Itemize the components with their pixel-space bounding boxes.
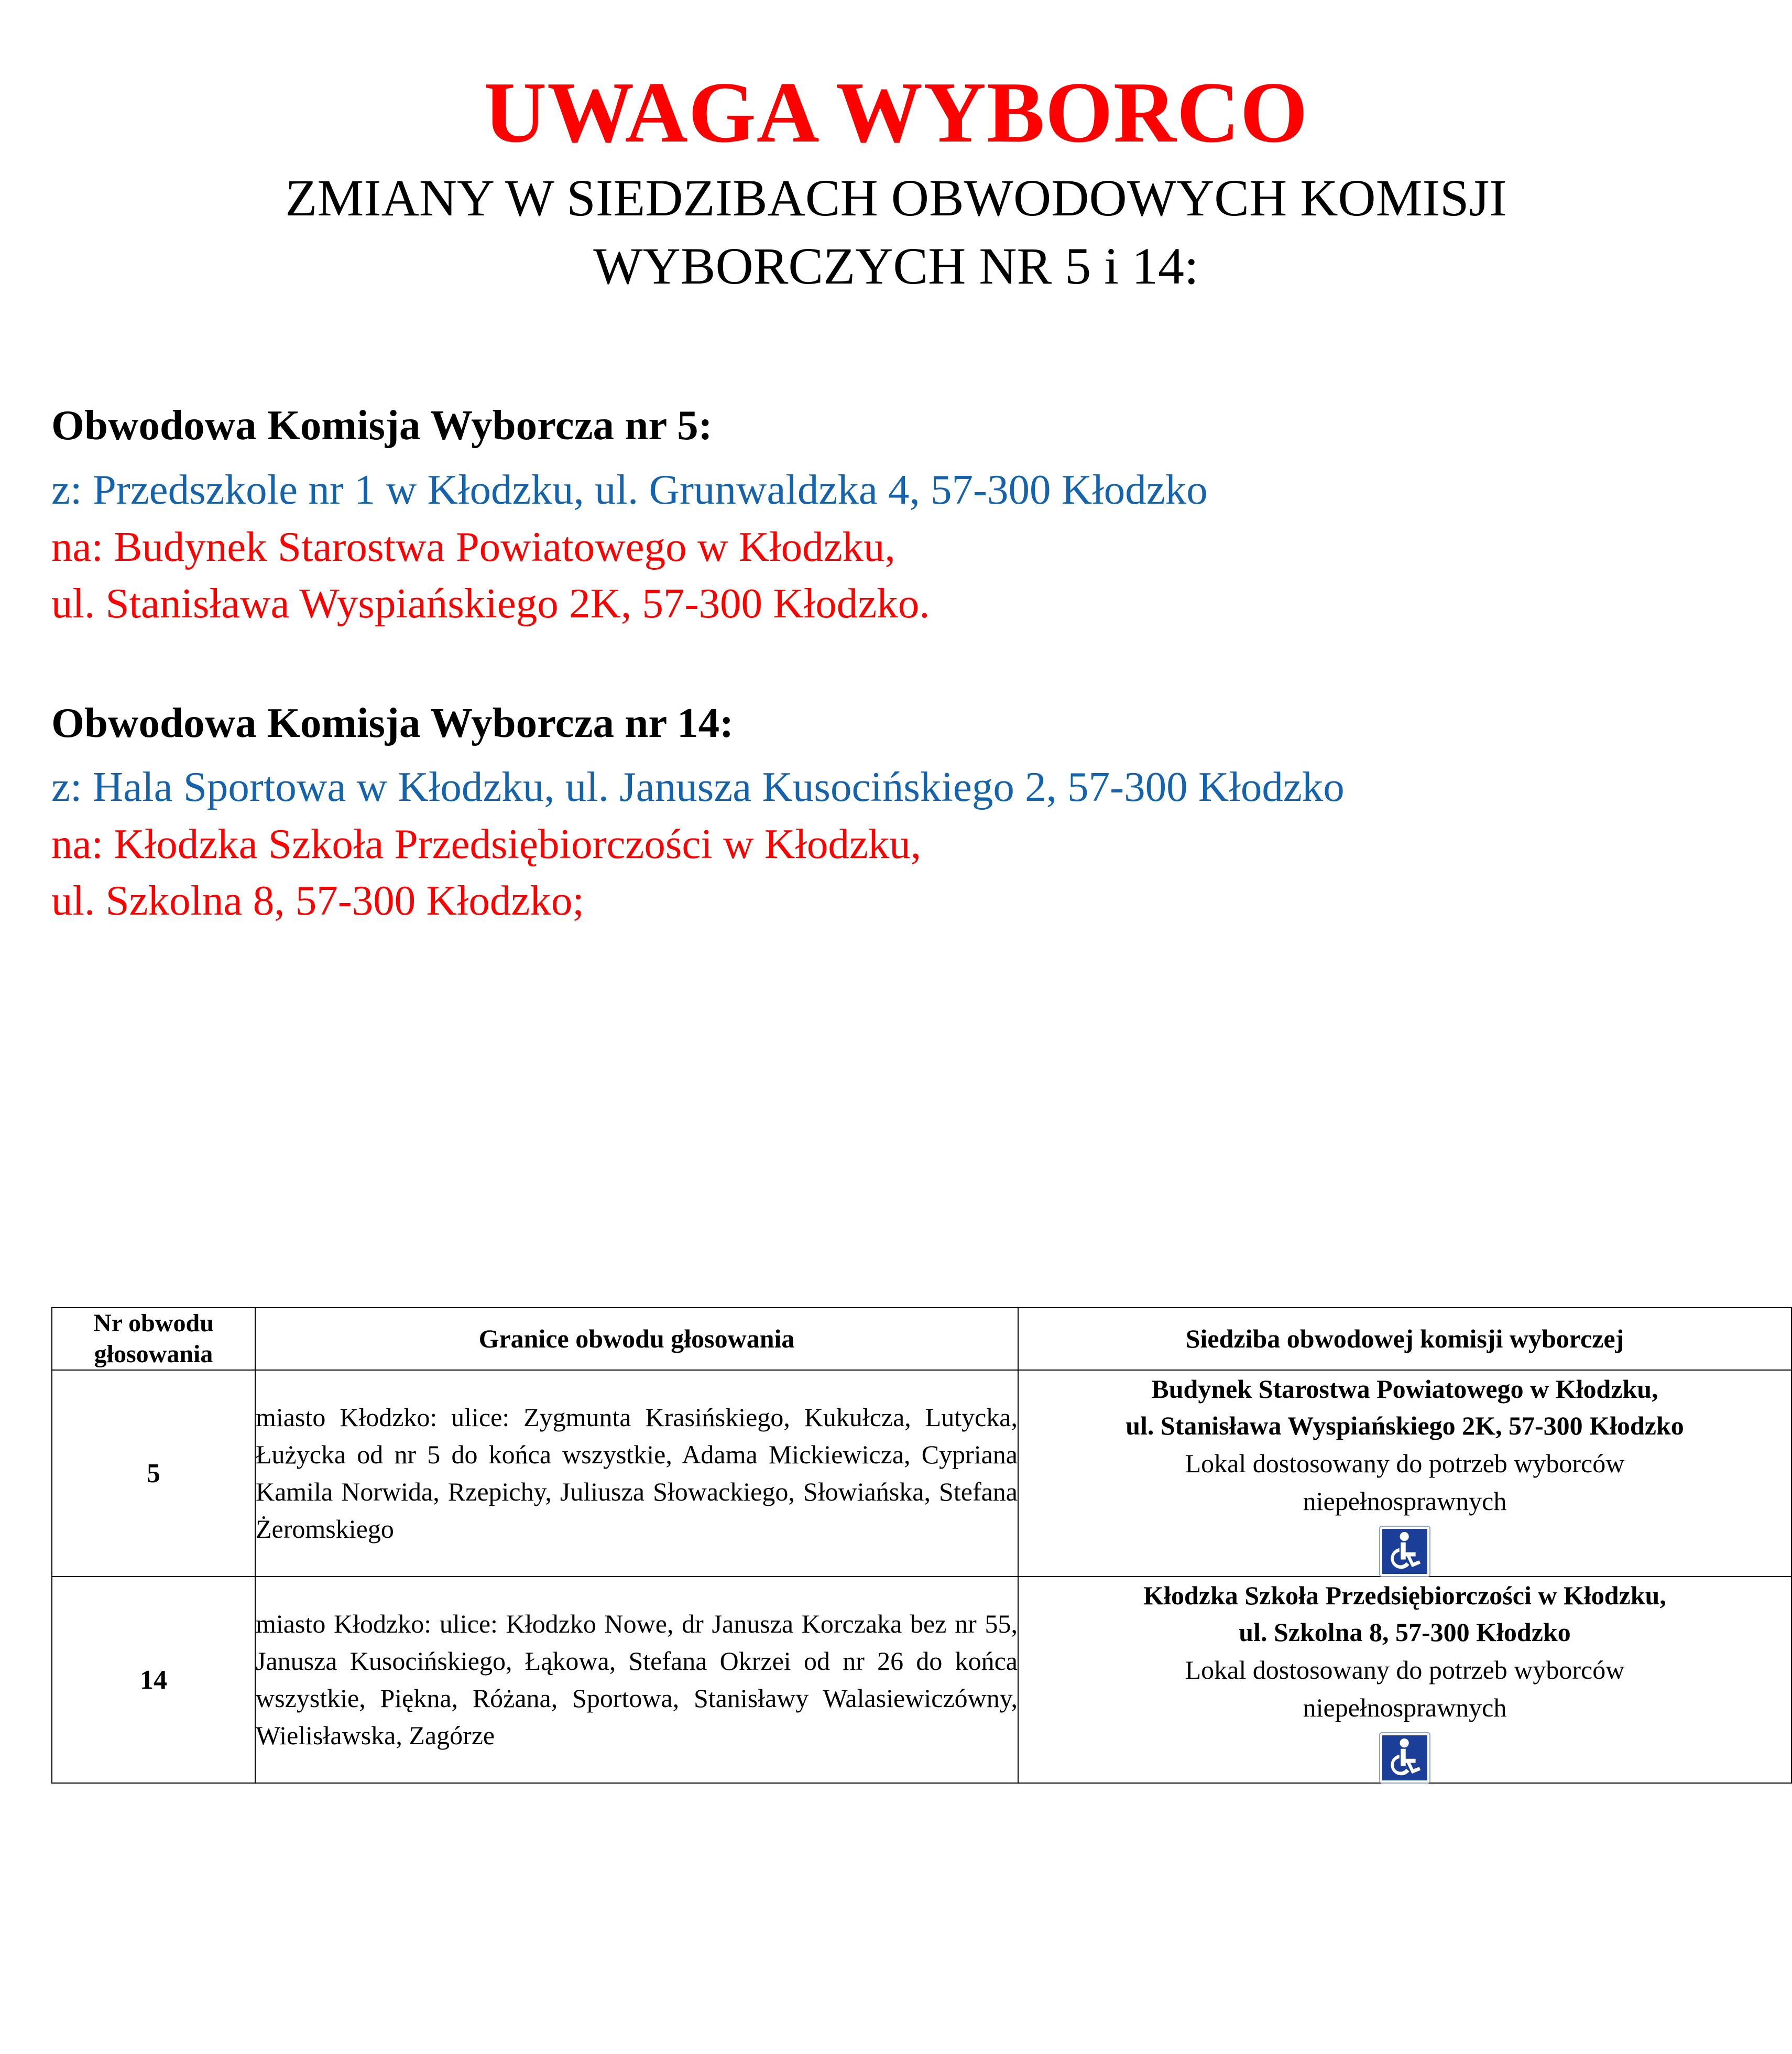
cell-district-number: 14 <box>52 1577 255 1783</box>
table-row <box>52 1577 1791 1783</box>
cell-district-boundaries: miasto Kłodzko: ulice: Kłodzko Nowe, dr Janusza Korczaka bez nr 55, Janusza Kusocińskiego, Łąkowa, Stefana Okrzei od nr 26 do końca wszystkie, Piękna, Różana, Sportowa, Stanisławy Walasiewiczówny, Wielisławska, Zagórze <box>255 1577 1018 1783</box>
commission-heading: Obwodowa Komisja Wyborcza nr 14: <box>51 699 734 746</box>
cell-commission-seat <box>1018 1577 1791 1783</box>
commission-changes <box>0 397 1792 929</box>
cell-commission-seat <box>1018 1370 1791 1577</box>
wheelchair-accessibility-icon <box>1380 1733 1429 1783</box>
seat-address: ul. Stanisława Wyspiańskiego 2K, 57-300 Kłodzko <box>1126 1411 1684 1441</box>
table-row <box>52 1370 1791 1577</box>
commission-block-5 <box>51 397 1729 632</box>
column-header-district-boundaries: Granice obwodu głosowania <box>255 1308 1018 1370</box>
seat-accessibility-note-line-2: niepełnosprawnych <box>1303 1486 1507 1516</box>
seat-address: ul. Szkolna 8, 57-300 Kłodzko <box>1239 1617 1571 1647</box>
commission-new-location-line-2: ul. Stanisława Wyspiańskiego 2K, 57-300 Kłodzko. <box>51 580 930 627</box>
table-header-row <box>52 1308 1791 1370</box>
column-header-district-number: Nr obwodu głosowania <box>52 1308 255 1370</box>
commission-new-location-line-1: na: Kłodzka Szkoła Przedsiębiorczości w Kłodzku, <box>51 820 922 867</box>
cell-district-number: 5 <box>52 1370 255 1577</box>
polling-districts-table <box>51 1307 1792 1784</box>
subtitle-line-2: WYBORCZYCH NR 5 i 14: <box>593 237 1199 296</box>
header-block <box>0 0 1792 300</box>
commission-block-14 <box>51 695 1729 929</box>
commission-heading: Obwodowa Komisja Wyborcza nr 5: <box>51 401 713 449</box>
cell-district-boundaries: miasto Kłodzko: ulice: Zygmunta Krasińskiego, Kukułcza, Lutycka, Łużycka od nr 5 do końca wszystkie, Adama Mickiewicza, Cypriana Kamila Norwida, Rzepichy, Juliusza Słowackiego, Słowiańska, Stefana Żeromskiego <box>255 1370 1018 1577</box>
commission-old-location: z: Przedszkole nr 1 w Kłodzku, ul. Grunwaldzka 4, 57-300 Kłodzko <box>51 466 1208 514</box>
seat-accessibility-note-line-2: niepełnosprawnych <box>1303 1693 1507 1723</box>
seat-accessibility-note-line-1: Lokal dostosowany do potrzeb wyborców <box>1185 1449 1625 1479</box>
seat-venue-name: Kłodzka Szkoła Przedsiębiorczości w Kłodzku, <box>1143 1581 1666 1611</box>
seat-accessibility-note-line-1: Lokal dostosowany do potrzeb wyborców <box>1185 1655 1625 1685</box>
page-subtitle <box>0 164 1792 300</box>
commission-old-location: z: Hala Sportowa w Kłodzku, ul. Janusza Kusocińskiego 2, 57-300 Kłodzko <box>51 763 1345 811</box>
commission-new-location-line-1: na: Budynek Starostwa Powiatowego w Kłodzku, <box>51 523 895 570</box>
subtitle-line-1: ZMIANY W SIEDZIBACH OBWODOWYCH KOMISJI <box>285 169 1507 227</box>
commission-new-location-line-2: ul. Szkolna 8, 57-300 Kłodzko; <box>51 877 584 925</box>
polling-districts-table-wrapper <box>51 1307 1791 1784</box>
seat-venue-name: Budynek Starostwa Powiatowego w Kłodzku, <box>1151 1374 1658 1404</box>
wheelchair-accessibility-icon <box>1380 1527 1429 1576</box>
column-header-commission-seat: Siedziba obwodowej komisji wyborczej <box>1018 1308 1791 1370</box>
page-title: UWAGA WYBORCO <box>484 64 1308 160</box>
